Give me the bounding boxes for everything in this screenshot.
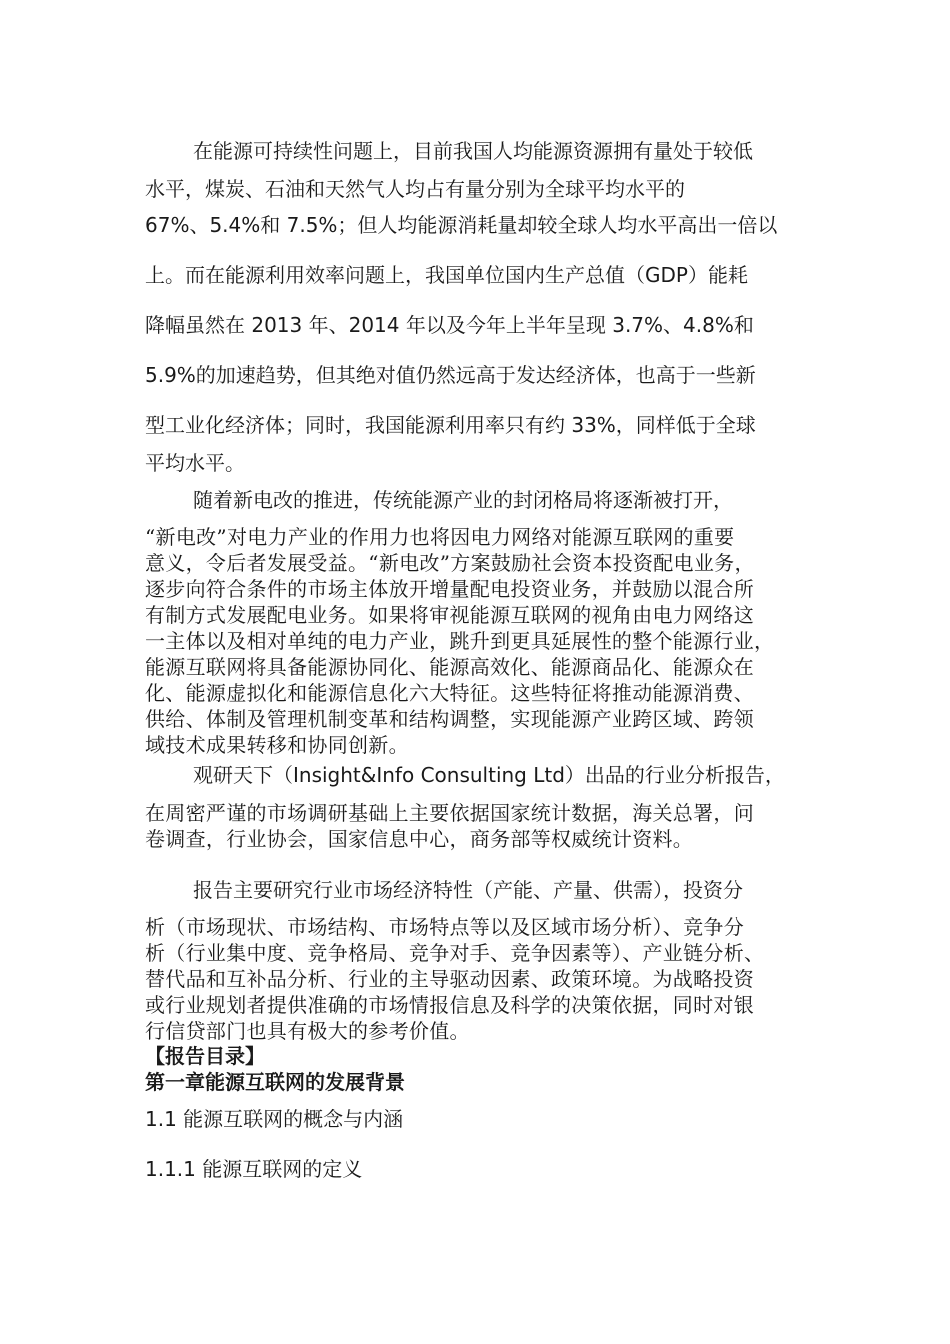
paragraph-2-line-10: 域技术成果转移和协同创新。 — [145, 733, 409, 757]
paragraph-4-line-1: 报告主要研究行业市场经济特性（产能、产量、供需），投资分 — [193, 878, 743, 902]
paragraph-1-line-3: 67%、5.4%和 7.5%；但人均能源消耗量却较全球人均水平高出一倍以 — [145, 213, 778, 237]
paragraph-1-line-2: 水平，煤炭、石油和天然气人均占有量分别为全球平均水平的 — [145, 177, 685, 201]
paragraph-2-line-9: 供给、体制及管理机制变革和结构调整，实现能源产业跨区域、跨领 — [145, 707, 754, 731]
paragraph-1-line-6: 5.9%的加速趋势，但其绝对值仍然远高于发达经济体，也高于一些新 — [145, 363, 756, 387]
toc-section-1-1: 1.1 能源互联网的概念与内涵 — [145, 1107, 404, 1131]
toc-chapter-1: 第一章能源互联网的发展背景 — [145, 1070, 405, 1094]
paragraph-4-line-4: 替代品和互补品分析、行业的主导驱动因素、政策环境。为战略投资 — [145, 967, 754, 991]
toc-heading: 【报告目录】 — [145, 1044, 265, 1068]
paragraph-2-line-3: 意义，令后者发展受益。“新电改”方案鼓励社会资本投资配电业务， — [145, 551, 755, 575]
paragraph-3-line-1: 观研天下（Insight&Info Consulting Ltd）出品的行业分析报告， — [193, 763, 785, 787]
paragraph-1-line-4: 上。而在能源利用效率问题上，我国单位国内生产总值（GDP）能耗 — [145, 263, 748, 287]
paragraph-2-line-1: 随着新电改的推进，传统能源产业的封闭格局将逐渐被打开， — [193, 488, 733, 512]
paragraph-4-line-2: 析（市场现状、市场结构、市场特点等以及区域市场分析）、竞争分 — [145, 915, 744, 939]
paragraph-1-line-1: 在能源可持续性问题上，目前我国人均能源资源拥有量处于较低 — [193, 139, 753, 163]
paragraph-1-line-5: 降幅虽然在 2013 年、2014 年以及今年上半年呈现 3.7%、4.8%和 — [145, 313, 754, 337]
paragraph-4-line-5: 或行业规划者提供准确的市场情报信息及科学的决策依据，同时对银 — [145, 993, 754, 1017]
paragraph-3-line-2: 在周密严谨的市场调研基础上主要依据国家统计数据，海关总署，问 — [145, 801, 754, 825]
paragraph-4-line-3: 析（行业集中度、竞争格局、竞争对手、竞争因素等）、产业链分析、 — [145, 941, 765, 965]
paragraph-2-line-7: 能源互联网将具备能源协同化、能源高效化、能源商品化、能源众在 — [145, 655, 754, 679]
paragraph-1-line-8: 平均水平。 — [145, 451, 245, 475]
paragraph-3-line-3: 卷调查，行业协会，国家信息中心，商务部等权威统计资料。 — [145, 827, 694, 851]
paragraph-2-line-5: 有制方式发展配电业务。如果将审视能源互联网的视角由电力网络这 — [145, 603, 754, 627]
paragraph-1-line-7: 型工业化经济体；同时，我国能源利用率只有约 33%，同样低于全球 — [145, 413, 756, 437]
paragraph-2-line-2: “新电改”对电力产业的作用力也将因电力网络对能源互联网的重要 — [145, 525, 735, 549]
paragraph-2-line-4: 逐步向符合条件的市场主体放开增量配电投资业务，并鼓励以混合所 — [145, 577, 754, 601]
paragraph-4-line-6: 行信贷部门也具有极大的参考价值。 — [145, 1019, 470, 1043]
toc-section-1-1-1: 1.1.1 能源互联网的定义 — [145, 1157, 363, 1181]
paragraph-2-line-8: 化、能源虚拟化和能源信息化六大特征。这些特征将推动能源消费、 — [145, 681, 754, 705]
paragraph-2-line-6: 一主体以及相对单纯的电力产业，跳升到更具延展性的整个能源行业， — [145, 629, 775, 653]
